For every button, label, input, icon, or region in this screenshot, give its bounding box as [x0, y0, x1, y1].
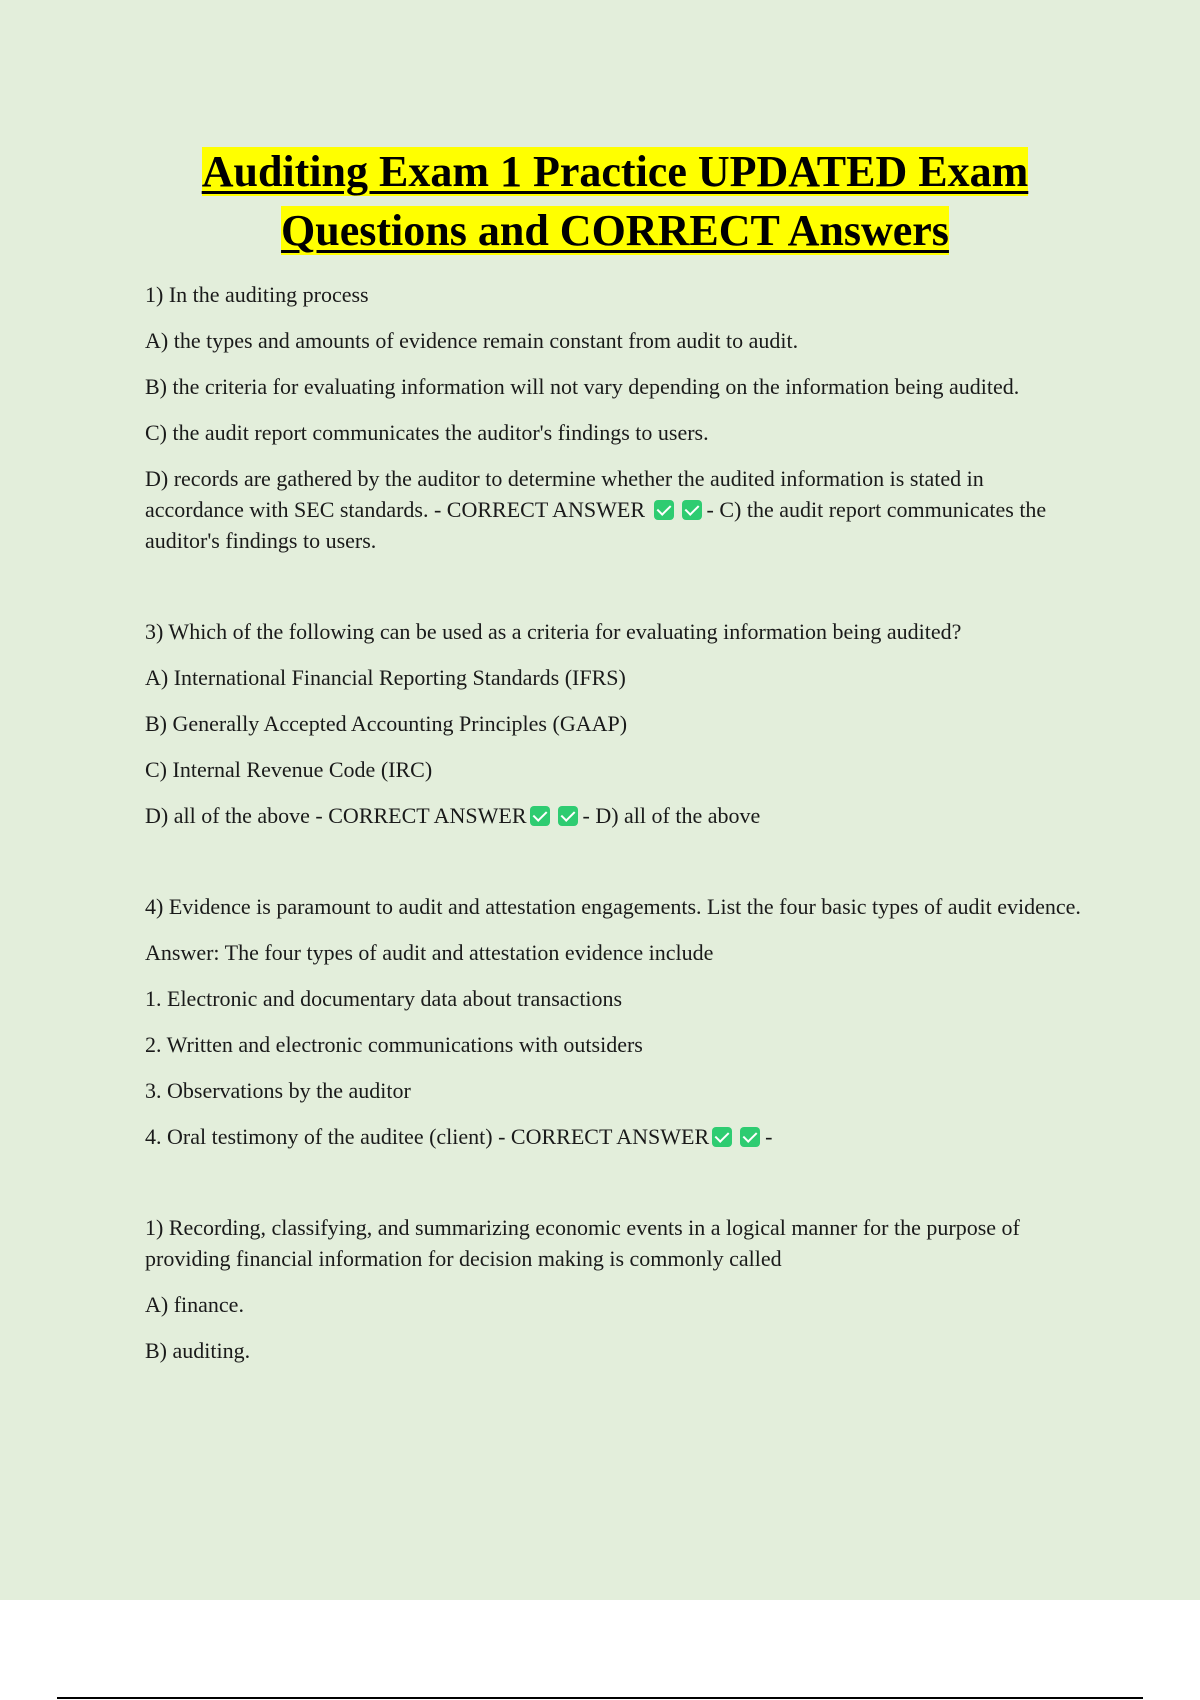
question-1-option-c: C) the audit report communicates the auditor's findings to users. — [145, 420, 709, 445]
footer-divider — [57, 1697, 1143, 1699]
question-4-answer-intro: Answer: The four types of audit and attestation evidence include — [145, 940, 714, 965]
question-1-option-d-text: D) records are gathered by the auditor to determine whether the audited information is stated in accordance with SEC standards. - CORRECT ANSWER — [145, 466, 984, 522]
question-3-option-c: C) Internal Revenue Code (IRC) — [145, 757, 433, 782]
question-1-option-b: B) the criteria for evaluating information will not vary depending on the information being audited. — [145, 374, 1020, 399]
question-3-option-d-text: D) all of the above - CORRECT ANSWER — [145, 803, 527, 828]
question-4-item-1: 1. Electronic and documentary data about transactions — [145, 986, 623, 1011]
check-mark-icon — [530, 806, 550, 826]
question-1-correct-answer: - C) the audit report communicates the auditor's findings to users. — [145, 497, 1047, 553]
check-mark-icon — [740, 1127, 760, 1147]
question-3: 3) Which of the following can be used as a criteria for evaluating information being audited? — [145, 619, 962, 644]
question-4: 4) Evidence is paramount to audit and attestation engagements. List the four basic types of audit evidence. — [145, 894, 1081, 919]
question-4-item-4 — [145, 1121, 1085, 1152]
question-3-option-a: A) International Financial Reporting Standards (IFRS) — [145, 665, 626, 690]
question-1-option-d — [145, 463, 1085, 556]
question-1-option-a: A) the types and amounts of evidence remain constant from audit to audit. — [145, 328, 799, 353]
question-5: 1) Recording, classifying, and summarizing economic events in a logical manner for the purpose of providing financial information for decision making is commonly called — [145, 1215, 1020, 1271]
document-body — [145, 279, 1085, 1381]
question-3-correct-answer: - D) all of the above — [582, 803, 761, 828]
title-highlight: Auditing Exam 1 Practice UPDATED Exam Questions and CORRECT Answers — [201, 147, 1029, 255]
check-mark-icon — [682, 500, 702, 520]
question-5-option-b: B) auditing. — [145, 1338, 251, 1363]
question-3-option-d — [145, 800, 1085, 831]
question-5-option-a: A) finance. — [145, 1292, 244, 1317]
document-title — [145, 142, 1085, 260]
question-1: 1) In the auditing process — [145, 282, 369, 307]
question-4-correct-answer: - — [765, 1124, 773, 1149]
question-4-item-2: 2. Written and electronic communications with outsiders — [145, 1032, 643, 1057]
check-mark-icon — [654, 500, 674, 520]
question-4-item-4-text: 4. Oral testimony of the auditee (client) - CORRECT ANSWER — [145, 1124, 710, 1149]
check-mark-icon — [712, 1127, 732, 1147]
check-mark-icon — [558, 806, 578, 826]
question-3-option-b: B) Generally Accepted Accounting Principles (GAAP) — [145, 711, 628, 736]
question-4-item-3: 3. Observations by the auditor — [145, 1078, 411, 1103]
